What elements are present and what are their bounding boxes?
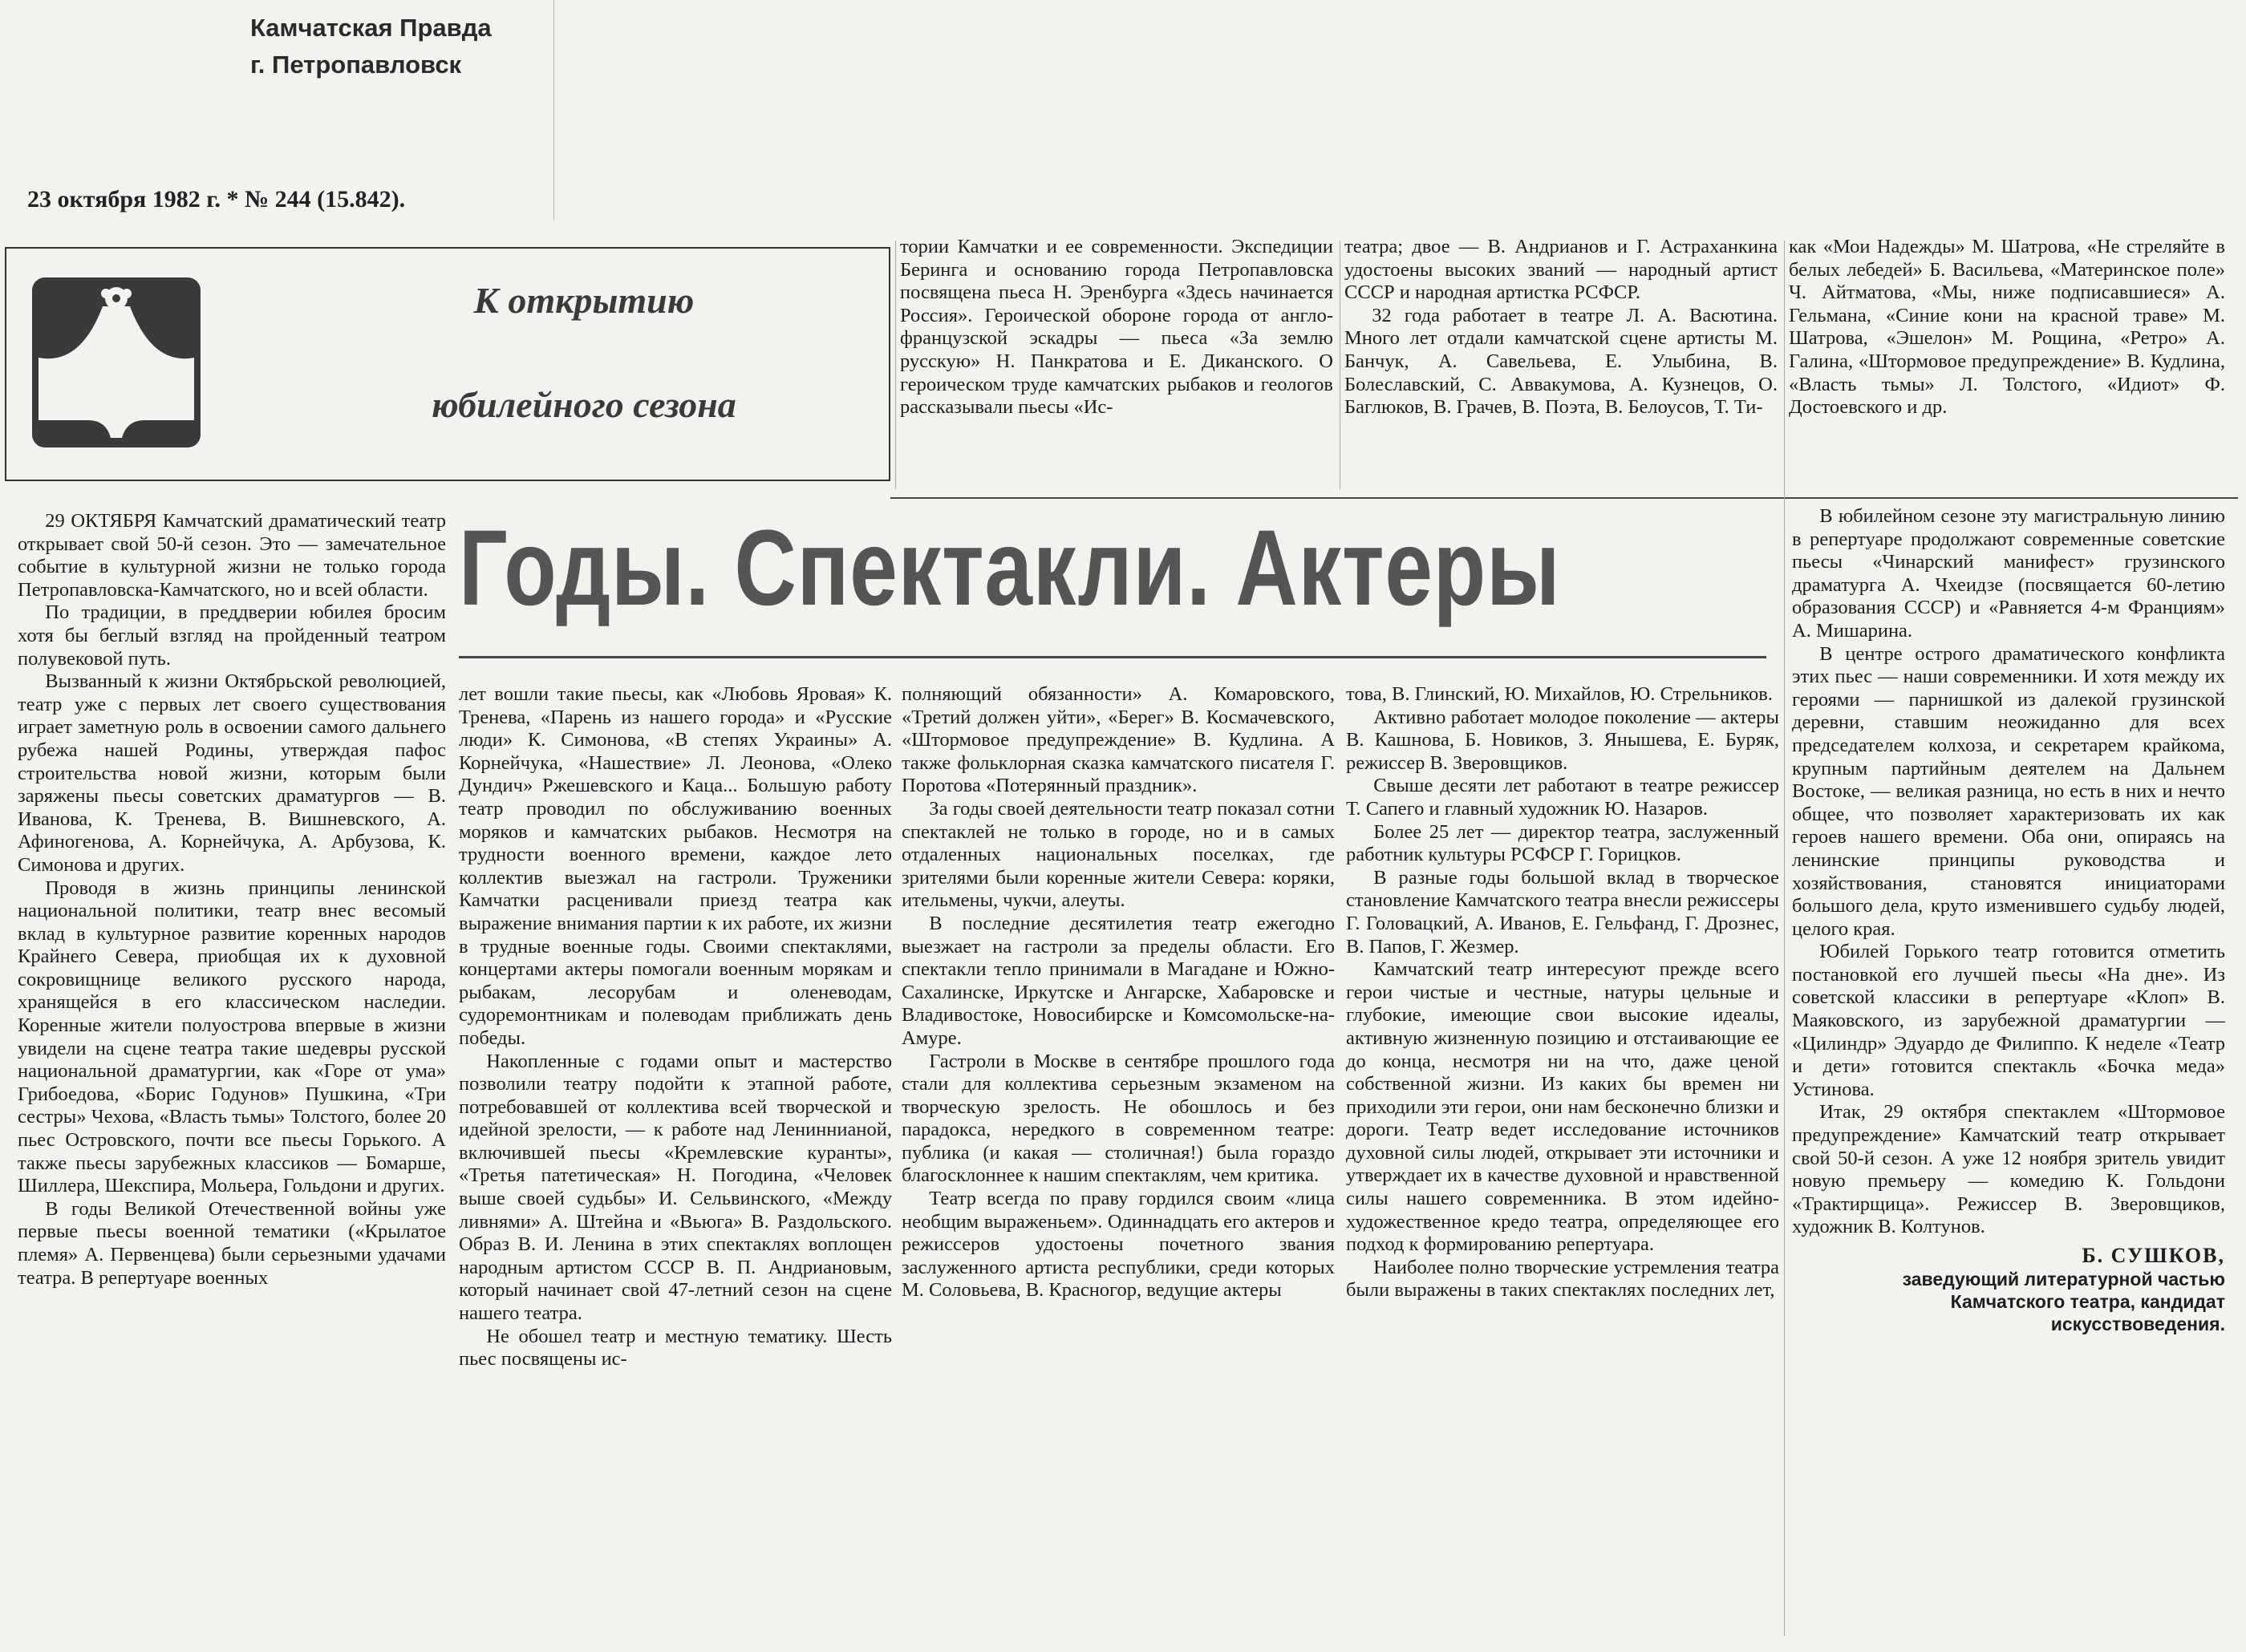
rubric-title-line2: юбилейного сезона — [432, 384, 736, 425]
top-rule — [890, 497, 2238, 499]
paragraph: театра; двое — В. Андрианов и Г. Астраханкина удостоены высоких званий — народный артист СССР и народная артистка РСФСР. — [1344, 236, 1778, 304]
paragraph: Более 25 лет — директор театра, заслуженный работник культуры РСФСР Г. Горицков. — [1346, 820, 1779, 866]
author-position: заведующий литературной частью Камчатского театра, кандидат искусствоведения. — [1902, 1269, 2225, 1334]
paragraph: Наиболее полно творческие устремления театра были выражены в таких спектаклях последних лет, — [1346, 1256, 1779, 1302]
column-1 — [18, 510, 446, 1290]
paragraph: Вызванный к жизни Октябрьской революцией, театр уже с первых лет своего существования играет заметную роль в освоении самого дальнего рубежа нашей Родины, утверждая пафос строительства новой жизни, которым были заряжены пьесы советских драматургов — В. Иванова, К. Тренева, В. Вишневского, А. Афиногенова, А. Корнейчука, А. Арбузова, К. Симонова и других. — [18, 670, 446, 876]
dateline: 23 октября 1982 г. * № 244 (15.842). — [27, 186, 406, 213]
paragraph: Гастроли в Москве в сентябре прошлого года стали для коллектива серьезным экзаменом на творческую зрелость. Не обошлось и без парадокса, нередкого в современном театре: публика (и какая — столичная!) была гораздо благосклоннее к нашим спектаклям, чем критика. — [902, 1050, 1335, 1187]
rubric-box — [5, 247, 890, 481]
paragraph: В юбилейном сезоне эту магистральную линию в репертуаре продолжают современные советские пьесы «Чинарский манифест» грузинского драматурга А. Чхеидзе (посвящается 60-летию образования СССР) и «Равняется 4-м Франциям» А. Мишарина. — [1792, 505, 2225, 642]
author-name: Б. СУШКОВ, — [2082, 1244, 2225, 1267]
theatre-emblem — [32, 277, 201, 447]
paragraph: Накопленные с годами опыт и мастерство позволили театру подойти к этапной работе, потребовавшей от коллектива всей творческой и идейной зрелости, — к работе над Лениннианой, включившей пьесы «Кремлевские куранты», «Третья патетическая» Н. Погодина, «Человек выше своей судьбы» И. Сельвинского, «Между ливнями» А. Штейна и «Вьюга» В. Раздольского. Образ В. И. Ленина в этих спектаклях воплощен народным артистом СССР В. П. Андриановым, который начинает свой 47-летний сезон на сцене нашего театра. — [459, 1050, 892, 1325]
paragraph: В последние десятилетия театр ежегодно выезжает на гастроли за пределы области. Его спектакли тепло принимали в Магадане и Южно-Сахалинске, Иркутске и Ангарске, Хабаровске и Владивостоке, Новосибирске и Комсомольске-на-Амуре. — [902, 912, 1335, 1049]
paragraph: В годы Великой Отечественной войны уже первые пьесы военной тематики («Крылатое племя» А. Первенцева) были серьезными удачами театра. В репертуаре военных — [18, 1197, 446, 1289]
paragraph: Юбилей Горького театр готовится отметить постановкой его лучшей пьесы «На дне». Из советской классики в репертуаре «Клоп» В. Маяковского, из зарубежной драматургии — «Цилиндр» Эдуардо де Филиппо. К неделе «Театр и дети» готовится спектакль «Бочка меда» Устинова. — [1792, 941, 2225, 1100]
column-divider — [1784, 241, 1785, 1636]
paragraph: По традиции, в преддверии юбилея бросим хотя бы беглый взгляд на пройденный театром полувековой путь. — [18, 601, 446, 670]
column-top-4 — [1789, 236, 2225, 419]
newspaper-name: Камчатская Правда — [250, 14, 492, 42]
paragraph: Проводя в жизнь принципы ленинской национальной политики, театр внес весомый вклад в культурное развитие коренных народов Крайнего Севера, приобщая их к духовной сокровищнице великого русского народа, хранящейся в его классическом наследии. Коренные жители полуострова впервые в жизни увидели на сцене театра такие шедевры русской национальной драматургии, как «Горе от ума» Грибоедова, «Борис Годунов» Пушкина, «Три сестры» Чехова, «Власть тьмы» Толстого, более 20 пьес Островского, почти все пьесы Горького. А также пьесы зарубежных классиков — Бомарше, Шиллера, Шекспира, Мольера, Гольдони и других. — [18, 877, 446, 1197]
paragraph: как «Мои Надежды» М. Шатрова, «Не стреляйте в белых лебедей» Б. Васильева, «Материнское поле» Ч. Айтматова, «Мы, ниже подписавшиеся» А. Гельмана, «Синие кони на красной траве» М. Шатрова, «Эшелон» М. Рощина, «Ретро» А. Галина, «Штормовое предупреждение» В. Кудлина, «Власть тьмы» Л. Толстого, «Идиот» Ф. Достоевского и др. — [1789, 236, 2225, 419]
column-5 — [1792, 505, 2225, 1335]
newspaper-city: г. Петропавловск — [250, 51, 462, 79]
rubric-title-line1: К открытию — [473, 280, 695, 321]
paragraph: тории Камчатки и ее современности. Экспедиции Беринга и основанию города Петропавловска посвящена пьеса Н. Эренбурга «Здесь начинается Россия». Героической обороне города от англо-французской эскадры — пьеса «За землю русскую» Н. Панкратова и Е. Диканского. О героическом труде камчатских рыбаков и геологов рассказывали пьесы «Ис- — [900, 236, 1333, 419]
theatre-logo-icon — [32, 277, 201, 447]
lead-paragraph: 29 ОКТЯБРЯ Камчатский драматический театр открывает свой 50-й сезон. Это — замечательное событие в культурной жизни не только города Петропавловска-Камчатского, но и всей области. — [18, 510, 446, 601]
headline-rule — [459, 656, 1766, 658]
column-top-2 — [900, 236, 1333, 419]
paragraph: Не обошел театр и местную тематику. Шесть пьес посвящены ис- — [459, 1325, 892, 1371]
paragraph: лет вошли такие пьесы, как «Любовь Яровая» К. Тренева, «Парень из нашего города» и «Русские люди» К. Симонова, «В степях Украины» А. Корнейчука, «Нашествие» Л. Леонова, «Олеко Дундич» Ржешевского и Каца... Большую работу театр проводил по обслуживанию военных моряков и камчатских рыбаков. Несмотря на трудности военного времени, каждое лето коллектив выезжал на гастроли. Труженики Камчатки расценивали приезд театра как выражение внимания партии к их работе, их жизни в трудные военные годы. Своими спектаклями, концертами актеры помогали военным морякам и рыбакам, лесорубам и оленеводам, судоремонтникам и полеводам приближать день победы. — [459, 683, 892, 1049]
column-top-3 — [1344, 236, 1778, 419]
headline: Годы. Спектакли. Актеры — [459, 508, 1561, 628]
column-divider — [895, 241, 896, 489]
paragraph: Камчатский театр интересуют прежде всего герои чистые и честные, натуры цельные и глубокие, имеющие свои высокие идеалы, активную жизненную позицию и отстаивающие ее до конца, несмотря ни на что, даже ценой собственной жизни. Из каких бы времен ни приходили эти герои, они нам бесконечно близки и дороги. Театр ведет исследование источников духовной силы людей, открывает эти источники и утверждает их в качестве духовной и нравственной силы нашего современника. В этом идейно-художественное кредо театра, определяющее его подход к формированию репертуара. — [1346, 958, 1779, 1256]
paragraph: Активно работает молодое поколение — актеры В. Кашнова, Б. Новиков, З. Янышева, Е. Буряк, режиссер В. Зверовщиков. — [1346, 706, 1779, 774]
paragraph: Театр всегда по праву гордился своим «лица необщим выраженьем». Одиннадцать его актеров и режиссеров удостоены почетного звания заслуженного артиста республики, среди которых М. Соловьева, В. Красногор, ведущие актеры — [902, 1188, 1335, 1302]
paragraph: Итак, 29 октября спектаклем «Штормовое предупреждение» Камчатский театр открывает свой 50-й сезон. А уже 12 ноября зритель увидит новую премьеру — комедию К. Гольдони «Трактирщица». Режиссер В. Зверовщиков, художник В. Колтунов. — [1792, 1101, 2225, 1238]
clipping-edge — [553, 0, 554, 221]
paragraph: Свыше десяти лет работают в театре режиссер Т. Сапего и главный художник Ю. Назаров. — [1346, 775, 1779, 820]
column-4 — [1346, 683, 1779, 1302]
paragraph: полняющий обязанности» А. Комаровского, «Третий должен уйти», «Берег» В. Космачевского, «Штормовое предупреждение» В. Кудлина. А также фольклорная сказка камчатского писателя Г. Поротова «Потерянный праздник». — [902, 683, 1335, 797]
column-2 — [459, 683, 892, 1371]
paragraph: това, В. Глинский, Ю. Михайлов, Ю. Стрельников. — [1346, 683, 1773, 705]
paragraph: 32 года работает в театре Л. А. Васютина. Много лет отдали камчатской сцене артисты М. Банчук, А. Савельева, Е. Улыбина, В. Болеславский, С. Аввакумова, А. Кузнецов, О. Баглюков, В. Грачев, В. Поэта, В. Белоусов, Т. Ти- — [1344, 304, 1778, 419]
column-3 — [902, 683, 1335, 1302]
paragraph: В центре острого драматического конфликта этих пьес — наши современники. И хотя между их героями — парнишкой из далекой грузинской деревни, ставшим неожиданно для всех председателем колхоза, и секретарем крайкома, крупным партийным деятелем на Дальнем Востоке, — великая разница, но есть в них и нечто общее, что позволяет характеризовать их как героев нашего времени. Оба они, опираясь на ленинские принципы руководства и хозяйствования, становятся инициаторами большого дела, круто изменившего судьбу людей, целого края. — [1792, 642, 2225, 940]
paragraph: За годы своей деятельности театр показал сотни спектаклей не только в городе, но и в самых отдаленных национальных поселках, где зрителями были коренные жители Севера: коряки, ительмены, чукчи, алеуты. — [902, 797, 1335, 912]
paragraph: В разные годы большой вклад в творческое становление Камчатского театра внесли режиссеры Г. Головацкий, А. Иванов, Е. Гельфанд, Г. Дрознес, В. Папов, Г. Жезмер. — [1346, 866, 1779, 958]
